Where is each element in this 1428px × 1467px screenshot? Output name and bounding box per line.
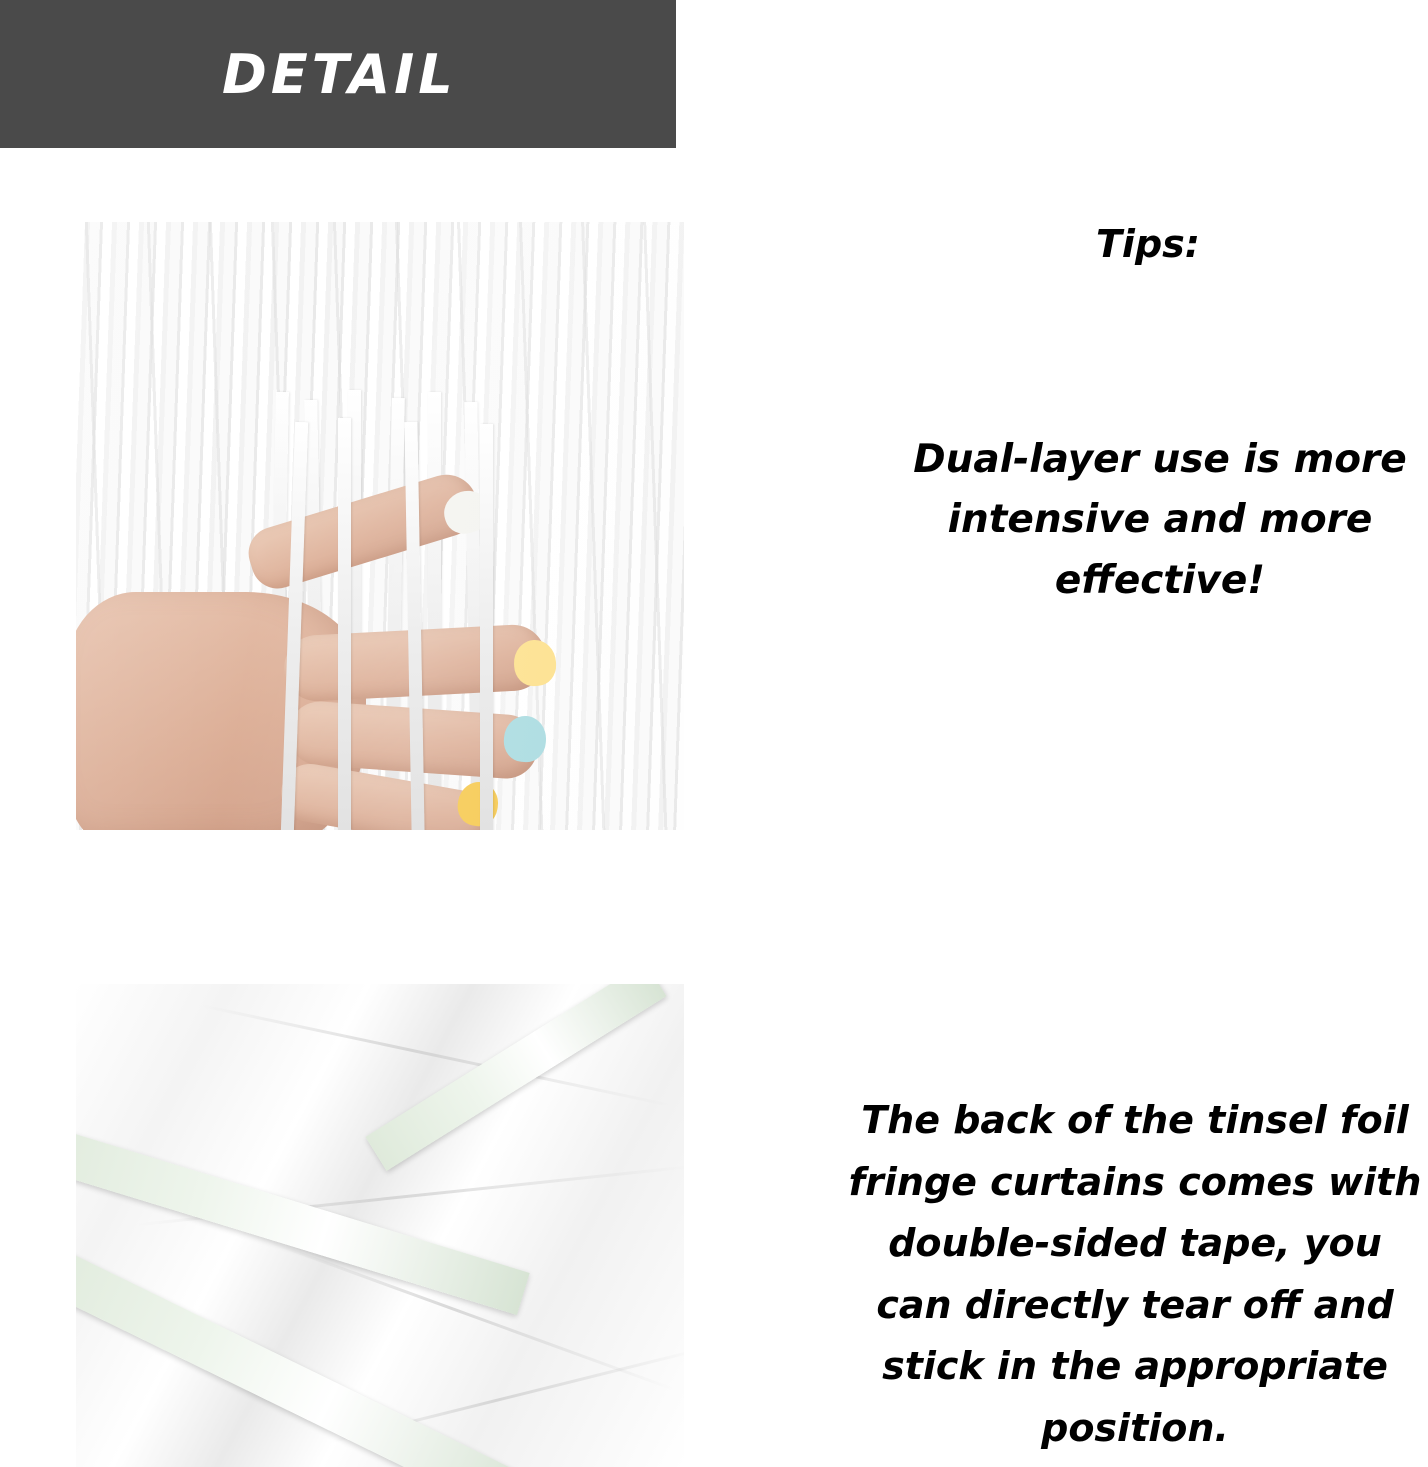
fringe-strand-front [338, 418, 351, 830]
tape-note-text: The back of the tinsel foil fringe curtains comes with double-sided tape, you can directly tear off and stick in the appropriate position. [848, 1098, 1422, 1450]
tips-label: Tips: [1096, 222, 1200, 266]
index-finger [242, 467, 485, 595]
page-title: DETAIL [222, 43, 457, 106]
photo-hand-holding-fringe [76, 222, 684, 830]
foil-sheet [76, 984, 684, 1467]
photo-double-sided-tape [76, 984, 684, 1467]
hand [76, 472, 486, 830]
tips-body-text: Dual-layer use is more intensive and more effective! [913, 437, 1407, 603]
fringe-strand-front [480, 424, 493, 830]
detail-header-banner [0, 0, 676, 148]
